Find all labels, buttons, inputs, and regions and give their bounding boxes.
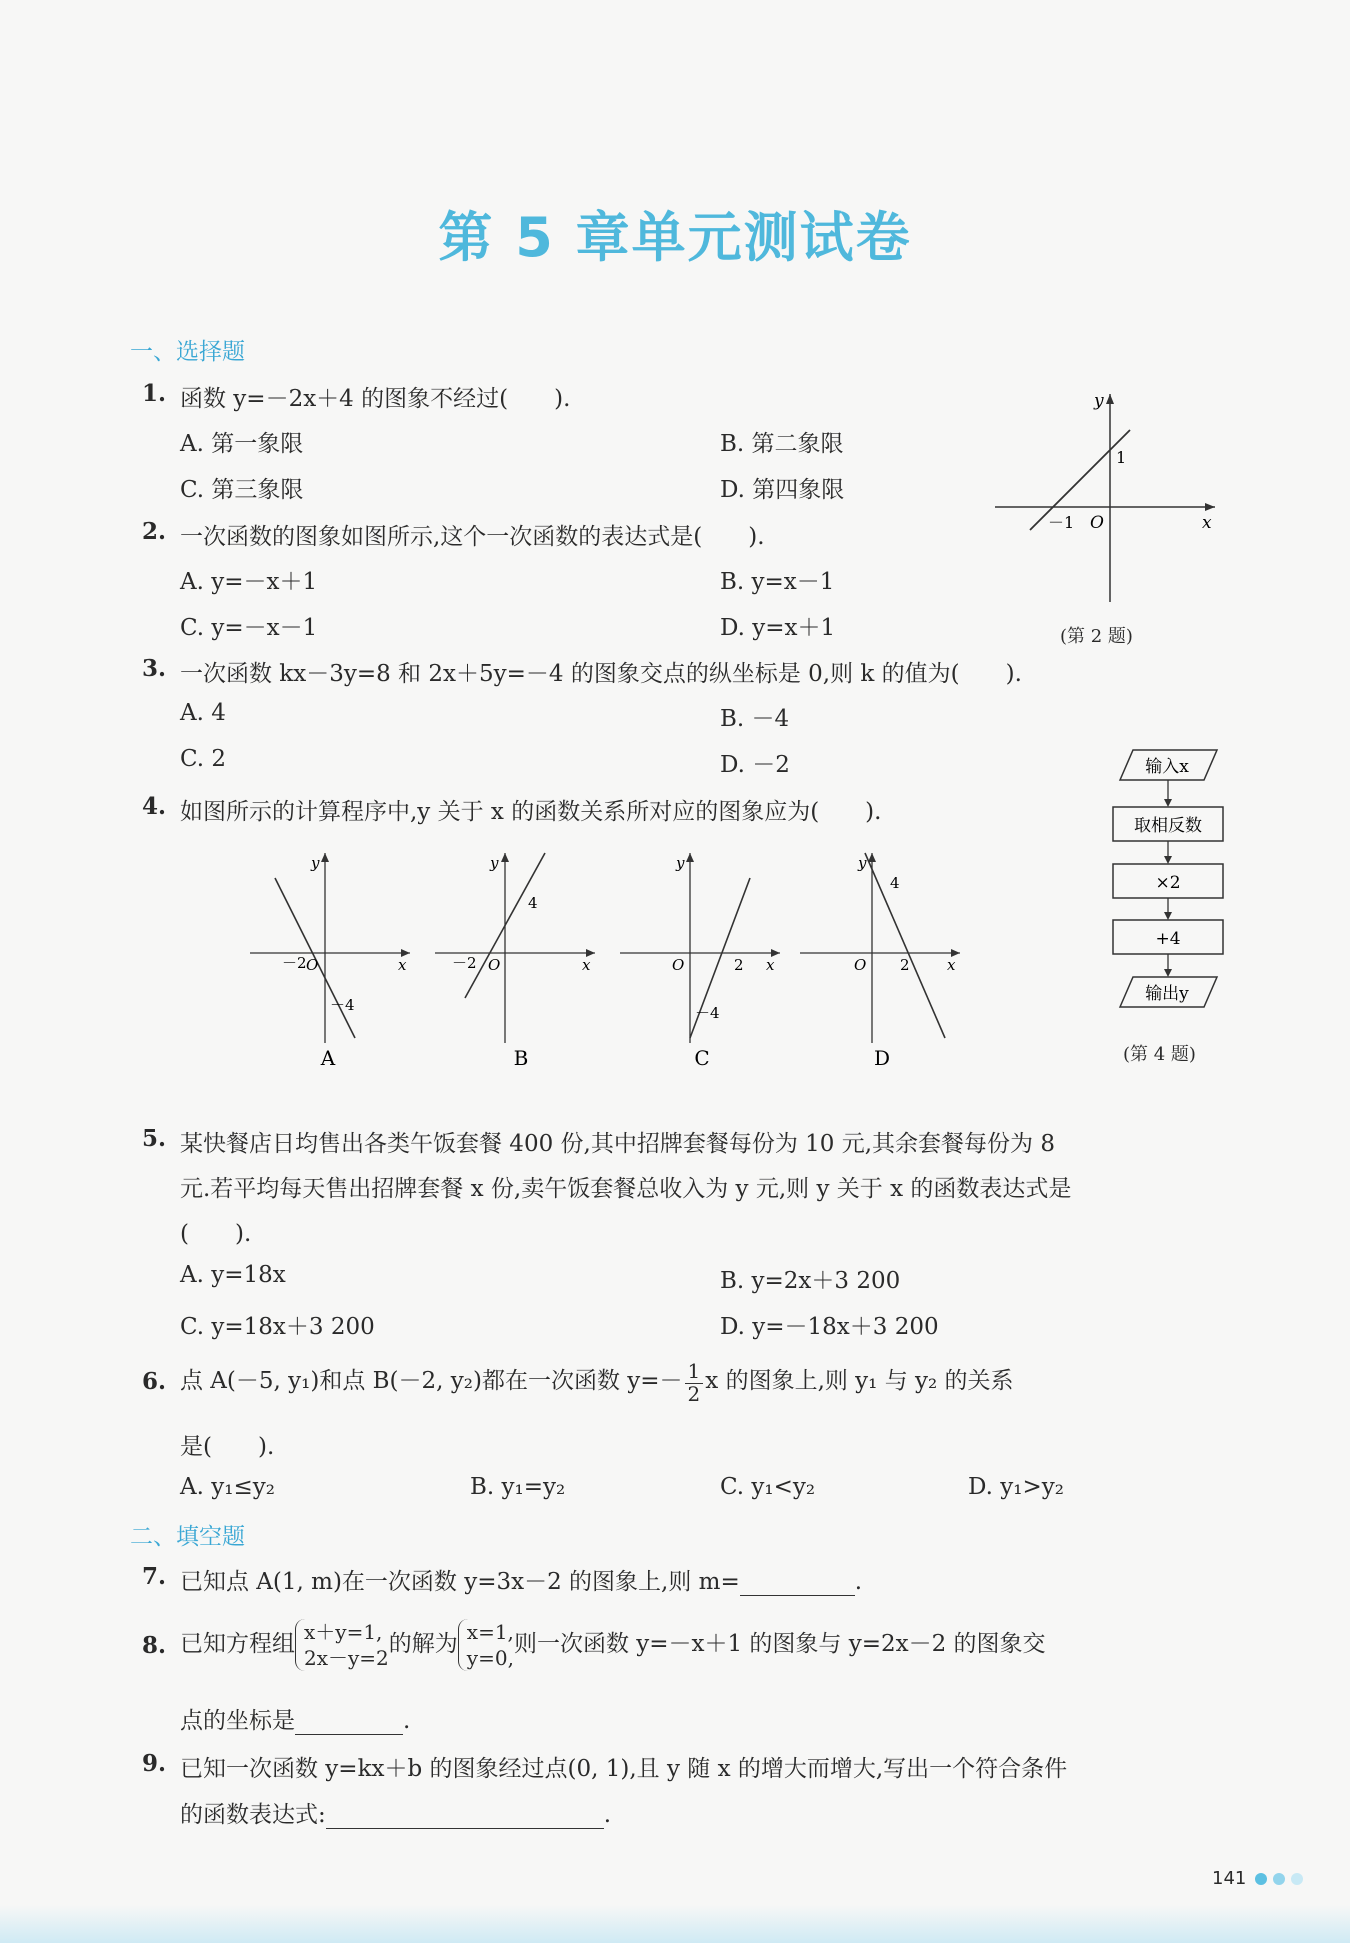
q2-graph-line [1030,430,1130,530]
q2-tick-neg1: －1 [1048,513,1075,532]
q2-y-label: y [1094,391,1104,411]
q5-number: 5. [142,1125,167,1152]
q9-line1: 已知一次函数 y=kx＋b 的图象经过点(0, 1),且 y 随 x 的增大而增大,写出一个符合条件 [180,1756,1068,1782]
q3-option-d: D. －2 [720,752,790,778]
q2-origin: O [1090,513,1104,533]
svg-text:O: O [672,956,685,974]
q6-pre: 点 A(－5, y₁)和点 B(－2, y₂)都在一次函数 y=－ [180,1368,683,1394]
footer-strip [0,1905,1350,1943]
q4-caption: (第 4 题) [1123,1044,1196,1065]
flow-step-negate: 取相反数 [1134,816,1202,836]
q3-option-c: C. 2 [180,746,227,772]
svg-text:x: x [398,956,407,974]
svg-text:D: D [873,1046,891,1070]
q1-option-a: A. 第一象限 [180,431,304,457]
q8-system: x＋y=1, 2x－y=2 [295,1619,389,1671]
q5-line3: ( ). [180,1221,252,1247]
q5-option-b: B. y=2x＋3 200 [720,1268,901,1294]
flow-step-plus4: +4 [1155,929,1181,949]
q6-option-c: C. y₁<y₂ [720,1474,816,1500]
svg-text:y: y [490,854,499,872]
q1-option-c: C. 第三象限 [180,477,304,503]
q4-graph-b [435,853,595,1070]
section-choice: 一、选择题 [130,339,245,365]
svg-text:O: O [306,956,319,974]
svg-text:4: 4 [528,894,538,912]
svg-text:y: y [858,854,867,872]
q9-number: 9. [142,1750,167,1777]
q1-text: 函数 y=－2x＋4 的图象不经过( ). [180,386,571,412]
q4-number: 4. [142,793,167,820]
q2-option-a: A. y=－x＋1 [180,569,318,595]
q2-option-b: B. y=x－1 [720,569,835,595]
q2-option-c: C. y=－x－1 [180,615,318,641]
svg-text:4: 4 [890,874,900,892]
svg-text:2: 2 [900,956,910,974]
q7-text: 已知点 A(1, m)在一次函数 y=3x－2 的图象上,则 m= . [180,1569,863,1595]
q5-option-a: A. y=18x [180,1262,286,1288]
svg-text:B: B [513,1046,529,1070]
q1-option-b: B. 第二象限 [720,431,844,457]
q7-number: 7. [142,1563,167,1590]
page-number: 141 [1212,1868,1247,1889]
q8-line2: 点的坐标是 . [180,1708,411,1734]
svg-text:－2: －2 [282,954,307,972]
q5-line1: 某快餐店日均售出各类午饭套餐 400 份,其中招牌套餐每份为 10 元,其余套餐每份为 8 [180,1131,1055,1157]
q2-tick-1: 1 [1116,448,1127,467]
q2-x-label: x [1202,513,1212,533]
q8-text: 已知方程组 x＋y=1, 2x－y=2 的解为 x=1, y=0, 则一次函数 y=－x＋1 的图象与 y=2x－2 的图象交 [180,1620,1046,1670]
q2-text: 一次函数的图象如图所示,这个一次函数的表达式是( ). [180,524,765,550]
q2-option-d: D. y=x＋1 [720,615,836,641]
q4-graph-d [800,853,960,1070]
q2-number: 2. [142,518,167,545]
q3-option-a: A. 4 [180,700,226,726]
page-dot-1 [1255,1873,1267,1885]
svg-text:O: O [854,956,867,974]
q4-graphs [240,848,970,1073]
q6-option-a: A. y₁≤y₂ [180,1474,275,1500]
svg-text:2: 2 [734,956,744,974]
q1-number: 1. [142,380,167,407]
q1-option-d: D. 第四象限 [720,477,845,503]
svg-text:A: A [320,1046,336,1070]
q8-number: 8. [142,1632,167,1659]
q6-fraction: $\frac{1}{2}$ [685,1361,704,1404]
q3-number: 3. [142,655,167,682]
q7-answer-blank[interactable] [740,1571,855,1596]
q4-graph-c [620,853,780,1070]
svg-text:x: x [766,956,775,974]
q3-option-b: B. －4 [720,706,790,732]
q4-graph-a [250,853,410,1070]
q6-number: 6. [142,1368,167,1395]
section-fill: 二、填空题 [130,1524,245,1550]
q9-line2: 的函数表达式: . [180,1802,612,1828]
svg-text:x: x [582,956,591,974]
q5-option-c: C. y=18x＋3 200 [180,1314,375,1340]
page-dot-3 [1291,1873,1303,1885]
q6-text [180,1352,1014,1410]
svg-text:－4: －4 [330,996,355,1014]
q8-answer-blank[interactable] [295,1710,403,1735]
flow-step-output: 输出y [1145,984,1189,1004]
q6-option-b: B. y₁=y₂ [470,1474,566,1500]
q4-flowchart [1105,745,1230,1020]
svg-text:y: y [676,854,685,872]
page-dot-2 [1273,1873,1285,1885]
q4-text: 如图所示的计算程序中,y 关于 x 的函数关系所对应的图象应为( ). [180,799,882,825]
q9-answer-blank[interactable] [326,1804,604,1829]
q6-line2: 是( ). [180,1434,275,1460]
flow-step-input: 输入x [1145,757,1189,777]
q8-solution: x=1, y=0, [458,1619,514,1671]
q6-option-d: D. y₁>y₂ [968,1474,1064,1500]
svg-text:x: x [947,956,956,974]
q5-option-d: D. y=－18x＋3 200 [720,1314,939,1340]
svg-text:C: C [694,1046,710,1070]
q2-figure [990,390,1220,605]
q3-text: 一次函数 kx－3y=8 和 2x＋5y=－4 的图象交点的纵坐标是 0,则 k 的值为( ). [180,661,1022,687]
svg-text:O: O [488,956,501,974]
svg-text:－4: －4 [695,1004,720,1022]
flow-step-times2: ×2 [1155,873,1181,893]
page-title: 第 5 章单元测试卷 [438,206,912,269]
svg-text:y: y [311,854,320,872]
q5-line2: 元.若平均每天售出招牌套餐 x 份,卖午饭套餐总收入为 y 元,则 y 关于 x 的函数表达式是 [180,1176,1072,1202]
q2-caption: (第 2 题) [1060,626,1133,647]
q6-post: x 的图象上,则 y₁ 与 y₂ 的关系 [705,1368,1014,1394]
svg-text:－2: －2 [452,954,477,972]
